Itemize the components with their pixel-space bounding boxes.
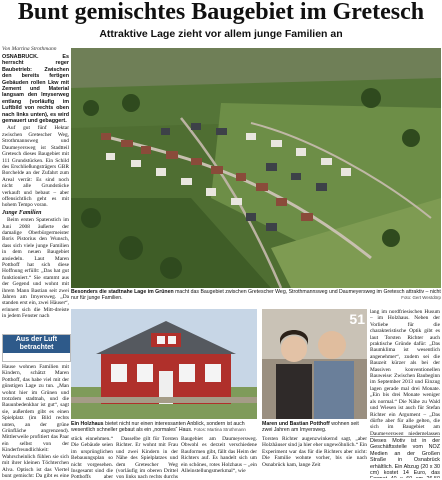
aerial-caption bbox=[71, 289, 441, 301]
info-box bbox=[370, 438, 440, 478]
couple-caption-prefix: Maren und Bastian Potthoff bbox=[262, 421, 330, 427]
bottom-paragraph-4: Torsten Richter augenzwinkernd sagt, „aber Holzhäuser sind ja hier eher ungewöhnlich.“ Ein Experiment war das für die Richters aber nicht: Die Familie wohnte vorher, bis sie nach Osnabrück kam, lange Zeit bbox=[262, 436, 367, 468]
bottom-column-3 bbox=[181, 436, 257, 480]
subheadline: Attraktive Lage zieht vor allem junge Familien an bbox=[99, 28, 343, 40]
couple-photo bbox=[262, 309, 367, 419]
house-caption bbox=[71, 421, 257, 433]
series-label: Aus der Luft betrachtet bbox=[3, 335, 70, 353]
col1-subhead: Junge Familien bbox=[2, 209, 42, 216]
house-caption-text: bietet nicht nur einen interessanten Anblick, sondern ist auch wesentlich schneller gebaut als ein „normales“ Haus. bbox=[71, 421, 245, 433]
left-column bbox=[2, 54, 69, 332]
aerial-caption-prefix: Besonders die stadtnahe Lage im Grünen bbox=[71, 289, 174, 295]
series-label-box bbox=[2, 334, 71, 362]
headline: Bunt gemischtes Baugebiet im Gretesch bbox=[17, 0, 425, 25]
couple-caption-text: wohnen seit zwei Jahren am Imyersweg. bbox=[262, 421, 359, 433]
col1-paragraph-1: Auf gut fünf Hektar zwischen Gretescher Weg, Strothmannsweg und Daumeyersweg ist Stadtteil Gretesch dieses Baugebiet mit 111 Grundstücken. Ein Schild des Erschließungsträgers GBR Borchelde an der Zufahrt zum Areal verrät: Es sind noch nicht alle Grundstücke verkauft und bebaut – aber offensichtlich geht es mit hohem Tempo voran. bbox=[2, 125, 69, 209]
house-photo bbox=[71, 309, 257, 419]
lead-paragraph: OSNABRÜCK. Es herrscht reger Baubetrieb: Zwischen den bereits fertigen Gebäuden rollen Lkw mit Zement und Material langsam den Imyserweg entlang (vorläufig im Luftbild von rechts oben nach links unten), es wird gemauert und gebaggert. bbox=[2, 54, 69, 125]
aerial-photo bbox=[71, 48, 441, 288]
left-column-lower bbox=[2, 364, 69, 478]
couple-caption bbox=[262, 421, 367, 433]
bottom-column-2 bbox=[116, 436, 178, 480]
right-column bbox=[370, 309, 440, 435]
col1-paragraph-2: Beim ersten Spatenstich im Juni 2008 äußerte der damalige Oberbürgermeister Boris Pistorius den Wunsch, dass sich viele junge Familien in dem neuen Baugebiet ansiedeln. Laut Maren Potthoff hat sich diese Hoffnung erfüllt: „Das hat gut funktioniert.“ Sie stammt aus der Gegend und wohnt mit ihrem Mann Bastian seit zwei Jahren am Imyersweg. „Da standen erst ein, zwei Häuser“, erinnert sich die Mitt-dreiste in jedem Fenster nach bbox=[2, 217, 69, 320]
couple-badge: 51 bbox=[349, 311, 365, 327]
byline: Von Martina Strothmann bbox=[2, 46, 57, 52]
house-caption-prefix: Ein Holzhaus bbox=[71, 421, 104, 427]
col1-paragraph-3: Hause wohnen Familien mit Kindern, schätzt Maren Potthoff, das habe viel mit der günstigen Lage zu tun. „Man wohnt hier im Grünen und trotzdem stadtnah, und die Bauunbedenkbar ist gut“, sagt sie, außerdem gibt es einen Spielplatz (im Bild rechts unten, an der grüne Grünfläche angrenzend). Mittlerweile profitiert das Paar ein selbst von der Kinderfreundlichkeit: Wahrscheinlich fühlen sie sich mit ihrer kleinen Töchterchen Alva. Optisch ist das Viertel bunt gemischt: Da gibt es eine bbox=[2, 364, 69, 478]
bottom-paragraph-2: Dasselbe gilt für Torsten Richter. Er wohnt mit Frau und zwei Kindern in der Nähe des Spielplatzes und dem Gretescher Weg (vorläufig im oberen Drittel von links nach rechts durchs bbox=[116, 436, 178, 480]
right-paragraph: lang im nordfriesischen Husum – im Holzhaus. Neben der Vorliebe für die charakteristische Optik gibt es laut Torsten Richter auch praktische Gründe dafür: „Das Baumklima ist wesentlich angenehmer“, zudem sei die Bauzeit kürzer als bei der Massiven konventionellen Bauweise: Zwischen Baubeginn im September 2013 und Einzug lagen gerade mal drei Monate. „Ein bis drei Monate weniger als normal.“ Die Nähe zu Wald und Wiesen ist auch für Stefan Richter ein Argument – „Das dürfte aber für alle gelten, die sich im Baugebiet am Daumeyersweg niedergelassen bbox=[370, 309, 440, 435]
aerial-photo-credit: Foto: Gert Westdörp bbox=[401, 295, 441, 300]
bottom-paragraph-1: stück einnehmen.“ Die Gebäude seien im ursprünglichen Bebauungsplan so nicht vorgesehen. Insgesamt sind die Potthoffs aber bbox=[71, 436, 113, 480]
house-photo-credit: Fotos: Martina Strothmann bbox=[193, 427, 246, 432]
aerial-photo-graphic bbox=[71, 48, 441, 288]
aerial-caption-text: macht das Baugebiet zwischen Gretescher Weg, Strothmannsweg und Daumeyersweg im Gretesch attraktiv – nicht nur für junge Familien. bbox=[71, 289, 441, 301]
bottom-column-1 bbox=[71, 436, 113, 480]
info-divider bbox=[370, 436, 440, 437]
bottom-paragraph-3: Baugebiet am Daumeyersweg. Obwohl es derzeit verschiedene Bauformen gibt, fällt das Heim der Richters auf. Es handelt sich um ein schönes, rotes Holzhaus – „ein Alleinstellungsmerkmal“, wie bbox=[181, 436, 257, 475]
bottom-column-4 bbox=[262, 436, 367, 480]
house-photo-graphic bbox=[71, 309, 257, 419]
info-text: Dieses Motiv ist in der Geschäftsstelle vom NOZ Medien an der Großen Straße in Osnabrück erhältlich. Ein Abzug (20 x 30 cm) kostet 14 Euro, das bbox=[370, 438, 440, 477]
